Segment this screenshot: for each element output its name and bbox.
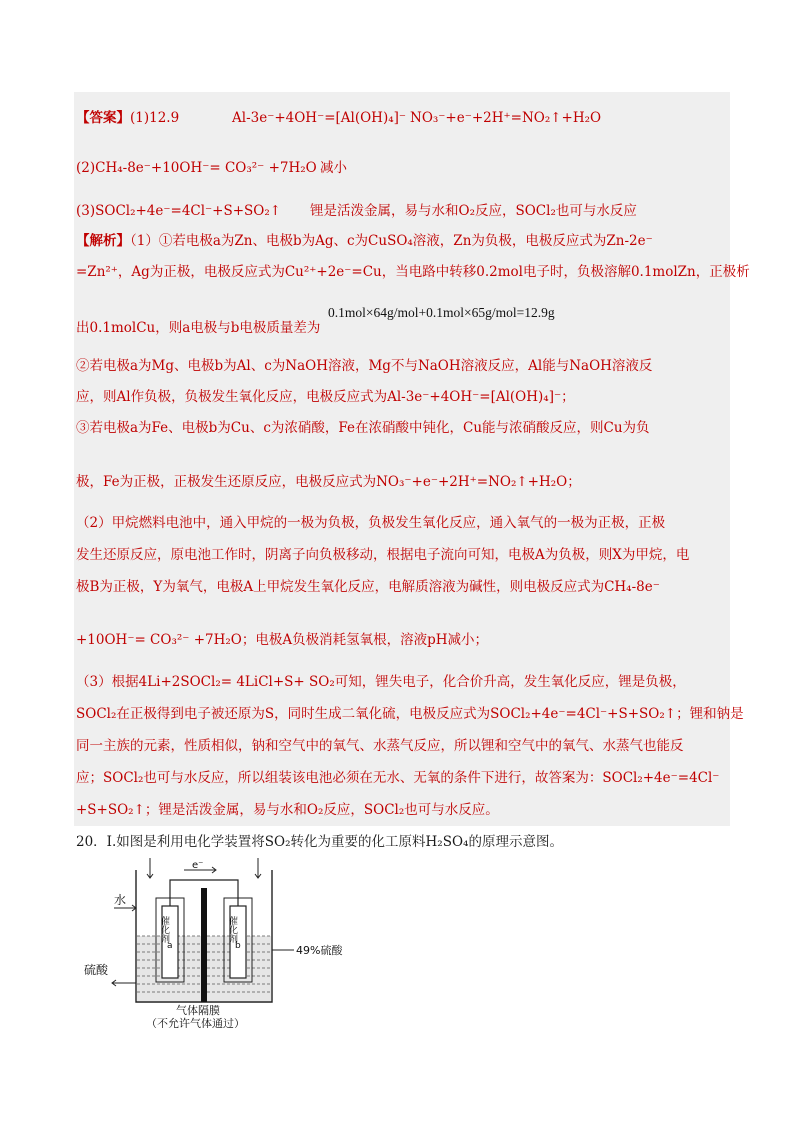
answer-part1: (1)12.9 [130,110,180,126]
analysis-p2-b: 应，则Al作负极，负极发生氧化反应，电极反应式为Al-3e⁻+4OH⁻=[Al(OH)₄]⁻； [76,389,575,405]
analysis-p4-b: 发生还原反应，原电池工作时，阴离子向负极移动，根据电子流向可知，电极A为负极，则X为甲烷，电 [76,547,690,563]
analysis-p5-a: （3）根据4Li+2SOCl₂= 4LiCl+S+ SO₂可知，锂失电子，化合价升高，发生氧化反应，锂是负极， [76,674,686,690]
answer-label: 【答案】 [76,110,130,126]
analysis-line-1 [76,231,653,251]
question-20-text: 20．I.如图是利用电化学装置将SO₂转化为重要的化工原料H₂SO₄的原理示意图。 [76,834,563,850]
analysis-mass-difference-formula: 0.1mol×64g/mol+0.1mol×65g/mol=12.9g [328,305,555,320]
analysis-p5-c: 同一主族的元素，性质相似，钠和空气中的氧气、水蒸气反应，所以锂和空气中的氧气、水蒸气也能反 [76,738,684,754]
answer-al-equation: Al-3e⁻+4OH⁻=[Al(OH)₄]⁻ [232,110,407,126]
analysis-label: 【解析】 [76,233,130,249]
analysis-p5-d: 应；SOCl₂也可与水反应，所以组装该电池必须在无水、无氧的条件下进行，故答案为：SOCl₂+4e⁻=4Cl⁻ [76,770,720,786]
catalyst-left-label: 催化剂 [159,916,169,943]
answer-line-1 [76,108,179,128]
analysis-p1-a: （1）①若电极a为Zn、电极b为Ag、c为CuSO₄溶液，Zn为负极，电极反应式为Zn-2e⁻ [130,233,653,249]
analysis-p5-b: SOCl₂在正极得到电子被还原为S，同时生成二氧化硫，电极反应式为SOCl₂+4e⁻=4Cl⁻+S+SO₂↑；锂和钠是 [76,706,744,722]
analysis-p5-e: +S+SO₂↑；锂是活泼金属，易与水和O₂反应，SOCl₂也可与水反应。 [76,802,499,818]
analysis-p1-c: 出0.1molCu，则a电极与b电极质量差为 [76,320,321,336]
analysis-p3-a: ③若电极a为Fe、电极b为Cu、c为浓硝酸，Fe在浓硝酸中钝化，Cu能与浓硝酸反应，则Cu为负 [76,420,650,436]
analysis-p1-b: =Zn²⁺，Ag为正极，电极反应式为Cu²⁺+2e⁻=Cu，当电路中转移0.2mol电子时，负极溶解0.1molZn，正极析 [76,264,750,280]
analysis-p4-d: +10OH⁻= CO₃²⁻ +7H₂O；电极A负极消耗氢氧根，溶液pH减小； [76,632,489,648]
answer-ch4-result: 减小 [320,160,347,176]
analysis-p3-b: 极，Fe为正极，正极发生还原反应，电极反应式为NO₃⁻+e⁻+2H⁺=NO₂↑+H₂O； [76,474,581,490]
analysis-p4-a: （2）甲烷燃料电池中，通入甲烷的一极为负极，负极发生氧化反应，通入氧气的一极为正极，正极 [76,515,666,531]
catalyst-right-label: 催化剂 [227,916,237,943]
answer-no3-equation: NO₃⁻+e⁻+2H⁺=NO₂↑+H₂O [410,110,602,126]
membrane-note: （不允许气体通过） [146,1017,245,1028]
electrode-a-label: a [167,941,173,951]
answer-socl2-reason: 锂是活泼金属，易与水和O₂反应，SOCl₂也可与水反应 [310,203,637,219]
acid-concentration-label: 49%硫酸 [296,944,343,957]
answer-ch4-equation: (2)CH₄-8e⁻+10OH⁻= CO₃²⁻ +7H₂O [76,160,317,176]
water-inlet-label: 水 [114,893,127,907]
electrochemical-apparatus-diagram [84,858,374,1028]
acid-outlet-label: 硫酸 [84,963,109,977]
analysis-p2-a: ②若电极a为Mg、电极b为Al、c为NaOH溶液，Mg不与NaOH溶液反应，Al能与NaOH溶液反 [76,358,653,374]
gas-membrane [201,888,207,1002]
answer-socl2-equation: (3)SOCl₂+4e⁻=4Cl⁻+S+SO₂↑ [76,203,282,219]
membrane-label: 气体隔膜 [176,1004,220,1017]
analysis-p4-c: 极B为正极，Y为氧气，电极A上甲烷发生氧化反应，电解质溶液为碱性，则电极反应式为CH₄-8e⁻ [76,579,660,595]
electron-label: e⁻ [192,860,204,871]
electrode-b-label: b [235,941,241,951]
